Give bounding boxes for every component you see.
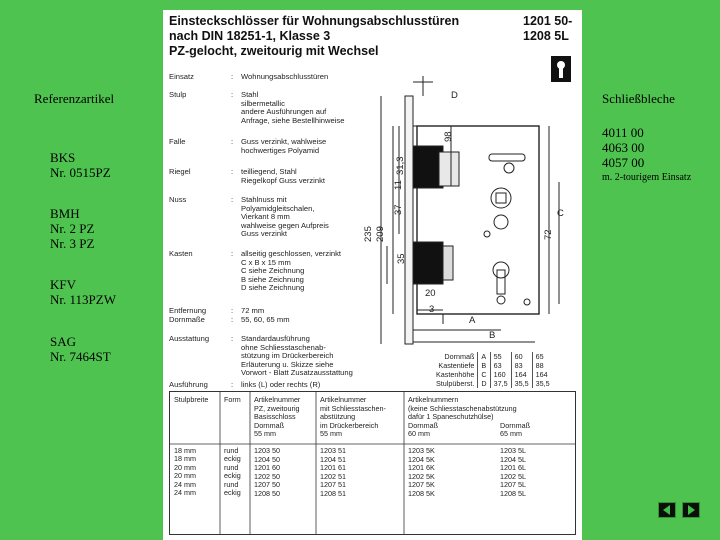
doc-code1: 1201 50-	[523, 14, 573, 28]
spec-sep: :	[231, 90, 234, 99]
right-heading: Schließbleche	[602, 91, 675, 106]
dorn-table	[433, 352, 553, 388]
dim-c: C	[557, 208, 564, 219]
spec-value: Stahlnuss mit Polyamidgleitschalen, Vierkant 8 mm wahlweise gegen Aufpreis Guss verzinkt	[241, 195, 329, 239]
table-cell: 1204 5K	[408, 454, 435, 464]
table-cell: 1201 6K	[408, 463, 435, 472]
table-cell: 18 mm	[174, 445, 196, 455]
column-header: abstützung	[320, 412, 356, 421]
table-cell: 88	[532, 361, 553, 370]
datasheet	[163, 10, 582, 540]
dim-35: 35	[396, 253, 407, 264]
table-cell: 24 mm	[174, 479, 196, 489]
group-line: Nr. 7464ST	[50, 349, 111, 364]
doc-title-line1: Einsteckschlösser für Wohnungsabschlusstüren	[169, 14, 460, 28]
spec-value: allseitig geschlossen, verzinkt C x B x 15 mm C siehe Zeichnung B siehe Zeichnung D siehe Zeichnung	[241, 249, 342, 293]
table-cell: 60	[511, 352, 532, 361]
table-row	[433, 361, 553, 370]
table-cell: 164	[511, 370, 532, 379]
strike-plate-list	[602, 125, 691, 185]
group-name: BKS	[50, 150, 76, 165]
triangle-right-icon	[683, 503, 699, 517]
column-header: Dornmaß	[254, 420, 284, 430]
spec-label: Nuss	[169, 195, 187, 204]
dim-72: 72	[543, 229, 554, 240]
column-header: PZ, zweitourig	[254, 403, 300, 413]
group-sag	[50, 334, 111, 364]
article-table	[169, 391, 576, 535]
triangle-left-icon	[659, 503, 675, 517]
spec-sep: :	[231, 195, 234, 204]
table-cell: 1208 51	[320, 488, 346, 498]
column-header: 55 mm	[320, 429, 342, 438]
spec-sep: :	[231, 306, 234, 315]
doc-title-line2: nach DIN 18251-1, Klasse 3	[169, 29, 331, 43]
table-cell: 1208 50	[254, 488, 280, 498]
column-header: Artikelnummer	[320, 395, 367, 404]
table-cell: 1203 5L	[500, 446, 526, 455]
spec-label: Einsatz	[169, 72, 194, 81]
table-cell: A	[478, 352, 490, 361]
table-cell: 24 mm	[174, 488, 196, 497]
table-row	[433, 370, 553, 379]
table-cell: 1201 60	[254, 463, 280, 472]
column-header: 55 mm	[254, 429, 276, 438]
table-cell: eckig	[224, 488, 241, 497]
next-slide-button[interactable]	[682, 502, 700, 518]
table-cell: eckig	[224, 454, 241, 463]
dim-11: 11	[393, 180, 404, 190]
table-cell: 1207 51	[320, 480, 346, 489]
spec-sep: :	[231, 315, 234, 324]
table-cell: 1207 5L	[500, 480, 526, 489]
table-cell: 1202 51	[320, 471, 346, 481]
group-name: KFV	[50, 277, 77, 292]
dim-20: 20	[425, 288, 436, 299]
table-cell: 35,5	[511, 379, 532, 388]
table-grid	[170, 392, 575, 534]
spec-value: Guss verzinkt, wahlweise hochwertiges Polyamid	[241, 137, 327, 155]
table-cell: 63	[490, 361, 511, 370]
spec-value: Stahl silbermetallic andere Ausführungen auf Anfrage, siehe Bestellhinweise	[241, 90, 345, 125]
spec-sep: :	[231, 167, 234, 176]
table-cell: rund	[224, 445, 239, 455]
table-cell: D	[478, 379, 490, 388]
table-cell: 83	[511, 361, 532, 370]
table-cell: B	[478, 361, 490, 370]
table-cell: 1201 61	[320, 463, 346, 472]
table-cell: 1204 5L	[500, 454, 526, 464]
spec-sep: :	[231, 249, 234, 258]
spec-value: Standardausführung ohne Schliesstaschenab- stützung im Drückerbereich Erläuterung u. Skizze siehe Vorwort - Blatt Zusatzausstattung	[241, 334, 353, 378]
table-cell: 1203 51	[320, 446, 346, 455]
spec-label: Kasten	[169, 249, 193, 258]
dim-3: 3	[429, 304, 435, 315]
spec-label: Falle	[169, 137, 186, 146]
column-header: Dornmaß	[408, 420, 438, 430]
dim-d: D	[451, 90, 458, 101]
strike-plate-number: 4011 00	[602, 125, 644, 140]
table-cell: 1203 50	[254, 446, 280, 455]
doc-subtitle: PZ-gelocht, zweitourig mit Wechsel	[169, 44, 379, 58]
column-header: Basisschloss	[254, 412, 296, 421]
table-cell: 164	[532, 370, 553, 379]
group-kfv	[50, 277, 116, 307]
table-cell: 1207 50	[254, 480, 280, 489]
dim-235: 235	[363, 226, 374, 242]
group-name: BMH	[50, 206, 80, 221]
dim-98: 98	[443, 131, 454, 142]
spec-label: Stulp	[169, 90, 187, 99]
spec-value: teilliegend, Stahl Riegelkopf Guss verzinkt	[241, 167, 325, 185]
group-line: Nr. 2 PZ	[50, 221, 95, 236]
column-header: 60 mm	[408, 429, 430, 438]
table-cell: 20 mm	[174, 462, 196, 472]
group-bmh	[50, 206, 94, 251]
group-line: Nr. 113PZW	[50, 292, 116, 307]
table-cell: 1203 5K	[408, 446, 435, 455]
spec-sep: :	[231, 334, 234, 343]
spec-value: links (L) oder rechts (R)	[241, 380, 321, 389]
spec-label: Entfernung	[169, 306, 207, 315]
column-header: Artikelnummer	[254, 395, 301, 404]
table-row	[433, 352, 553, 361]
column-header: im Drückerbereich	[320, 420, 379, 430]
table-cell: 35,5	[532, 379, 553, 388]
table-cell: Dornmaß	[444, 352, 475, 361]
group-line: Nr. 3 PZ	[50, 236, 95, 251]
table-cell: 1202 50	[254, 471, 280, 481]
table-cell: C	[478, 370, 490, 379]
spec-label: Ausstattung	[169, 334, 210, 343]
dim-a: A	[469, 315, 476, 326]
table-cell: 37,5	[490, 379, 511, 388]
group-name: SAG	[50, 334, 77, 349]
spec-value: 72 mm	[241, 306, 265, 315]
spec-value: Wohnungsabschlusstüren	[241, 72, 329, 81]
table-cell: eckig	[224, 471, 241, 480]
table-row	[433, 379, 553, 388]
table-cell: 20 mm	[174, 471, 196, 480]
table-cell: 55	[490, 352, 511, 361]
table-cell: Stulpüberst.	[436, 379, 475, 388]
spec-sep: :	[231, 380, 234, 389]
table-cell: 1208 5L	[500, 488, 526, 498]
table-cell: rund	[224, 462, 239, 472]
dim-b: B	[489, 330, 496, 341]
column-header: Form	[224, 395, 241, 404]
doc-code2: 1208 5L	[523, 29, 569, 43]
prev-slide-button[interactable]	[658, 502, 676, 518]
column-header: (keine Schliesstaschenabstützung	[408, 403, 517, 413]
spec-label: Ausführung	[169, 380, 208, 389]
table-cell: 1204 51	[320, 454, 346, 464]
table-cell: Kastenhöhe	[436, 370, 475, 379]
column-header: 65 mm	[500, 429, 522, 438]
table-cell: 1202 5L	[500, 471, 526, 481]
column-header: Stulpbreite	[174, 395, 209, 404]
table-cell: 1201 6L	[500, 463, 526, 472]
dim-37: 37	[393, 204, 404, 215]
spec-sep: :	[231, 72, 234, 81]
column-header: mit Schliesstaschen-	[320, 403, 386, 413]
column-header: Artikelnummern	[408, 395, 459, 404]
spec-sep: :	[231, 137, 234, 146]
table-cell: 18 mm	[174, 454, 196, 463]
column-header: dafür 1 Spaneschutzhülse)	[408, 412, 494, 421]
strike-plate-number: 4057 00	[602, 155, 645, 170]
table-cell: 1208 5K	[408, 488, 435, 498]
dim-31: 31,3	[395, 156, 406, 175]
table-cell: 65	[532, 352, 553, 361]
left-heading: Referenzartikel	[34, 91, 115, 106]
strike-plate-number: 4063 00	[602, 140, 645, 155]
dim-209: 209	[375, 226, 386, 242]
column-header: Dornmaß	[500, 420, 530, 430]
group-bks	[50, 150, 111, 180]
table-cell: 1207 5K	[408, 480, 435, 489]
spec-value: 55, 60, 65 mm	[241, 315, 290, 324]
group-line: Nr. 0515PZ	[50, 165, 111, 180]
lock-technical-drawing	[359, 74, 581, 356]
table-cell: Kastentiefe	[438, 361, 475, 370]
table-cell: 1204 50	[254, 454, 280, 464]
table-cell: 1202 5K	[408, 471, 435, 481]
table-cell: 160	[490, 370, 511, 379]
spec-label: Riegel	[169, 167, 191, 176]
spec-label: Dornmaße	[169, 315, 205, 324]
table-cell: rund	[224, 479, 239, 489]
strike-plate-note: m. 2-tourigem Einsatz	[602, 172, 692, 183]
